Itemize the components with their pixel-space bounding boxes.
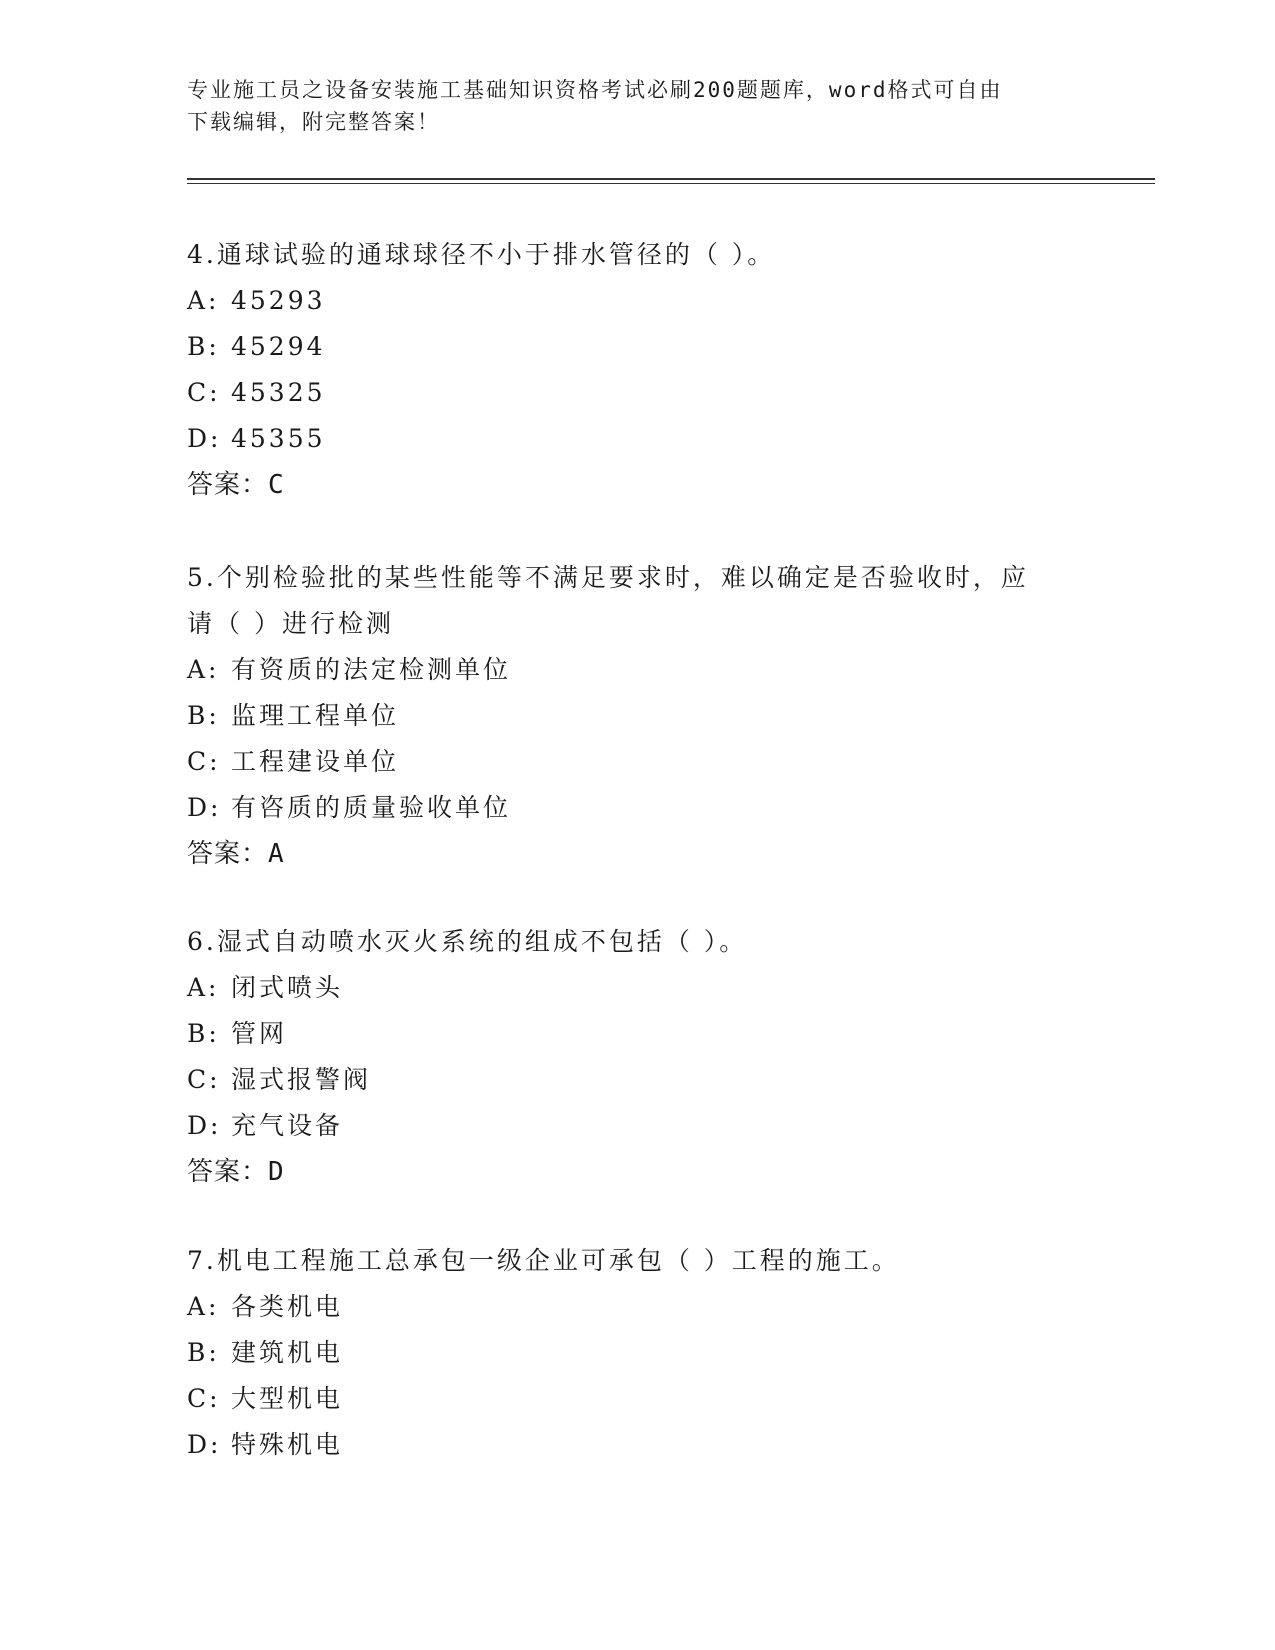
question-5	[187, 555, 1087, 877]
option-text: 45355	[231, 424, 326, 453]
option-key: B:	[187, 1019, 220, 1048]
option-key: C:	[187, 1384, 221, 1413]
option-b	[187, 324, 1087, 370]
option-text: 45294	[231, 332, 326, 361]
option-c	[187, 739, 1087, 785]
option-key: D:	[187, 793, 222, 822]
option-text: 有咨质的质量验收单位	[231, 793, 512, 822]
option-key: B:	[187, 332, 220, 361]
option-key: B:	[187, 701, 220, 730]
option-key: B:	[187, 1338, 220, 1367]
option-text: 大型机电	[231, 1384, 344, 1413]
option-key: A:	[187, 655, 220, 684]
option-key: C:	[187, 1065, 221, 1094]
option-d	[187, 416, 1087, 462]
option-a	[187, 965, 1087, 1011]
option-text: 监理工程单位	[231, 701, 400, 730]
option-d	[187, 1103, 1087, 1149]
option-b	[187, 693, 1087, 739]
option-key: D:	[187, 424, 222, 453]
option-text: 45325	[231, 378, 326, 407]
question-4	[187, 232, 1087, 508]
option-c	[187, 1376, 1087, 1422]
option-text: 45293	[231, 286, 326, 315]
header-title-line-1: 专业施工员之设备安装施工基础知识资格考试必刷200题题库，word格式可自由	[187, 78, 1003, 102]
option-text: 各类机电	[231, 1292, 344, 1321]
question-stem: 6.湿式自动喷水灭火系统的组成不包括（ ）。	[187, 927, 748, 956]
header-divider-thin	[187, 183, 1155, 184]
option-b	[187, 1011, 1087, 1057]
option-text: 管网	[231, 1019, 288, 1048]
option-d	[187, 785, 1087, 831]
question-6	[187, 919, 1087, 1195]
answer-line: 答案：C	[187, 470, 285, 500]
option-b	[187, 1330, 1087, 1376]
option-text: 湿式报警阀	[231, 1065, 372, 1094]
option-text: 建筑机电	[231, 1338, 344, 1367]
header-title-line-2: 下载编辑，附完整答案！	[187, 110, 440, 134]
option-c	[187, 1057, 1087, 1103]
option-d	[187, 1422, 1087, 1468]
option-key: A:	[187, 973, 220, 1002]
question-stem: 4.通球试验的通球球径不小于排水管径的（ ）。	[187, 240, 776, 269]
option-a	[187, 1284, 1087, 1330]
option-a	[187, 647, 1087, 693]
option-key: A:	[187, 1292, 220, 1321]
option-key: C:	[187, 378, 221, 407]
option-text: 闭式喷头	[231, 973, 344, 1002]
answer-line: 答案：D	[187, 1157, 285, 1187]
question-stem: 7.机电工程施工总承包一级企业可承包（ ）工程的施工。	[187, 1246, 900, 1275]
option-key: A:	[187, 286, 220, 315]
option-a	[187, 278, 1087, 324]
document-header	[187, 74, 1087, 138]
option-key: C:	[187, 747, 221, 776]
question-stem-line-1: 5.个别检验批的某些性能等不满足要求时，难以确定是否验收时，应	[187, 563, 1029, 592]
question-7	[187, 1238, 1087, 1468]
option-text: 特殊机电	[231, 1430, 344, 1459]
answer-line: 答案：A	[187, 839, 285, 869]
question-stem-line-2: 请（ ）进行检测	[187, 609, 394, 638]
option-text: 工程建设单位	[231, 747, 400, 776]
option-text: 有资质的法定检测单位	[231, 655, 512, 684]
header-divider	[187, 178, 1155, 180]
option-c	[187, 370, 1087, 416]
option-key: D:	[187, 1111, 222, 1140]
option-text: 充气设备	[231, 1111, 344, 1140]
option-key: D:	[187, 1430, 222, 1459]
